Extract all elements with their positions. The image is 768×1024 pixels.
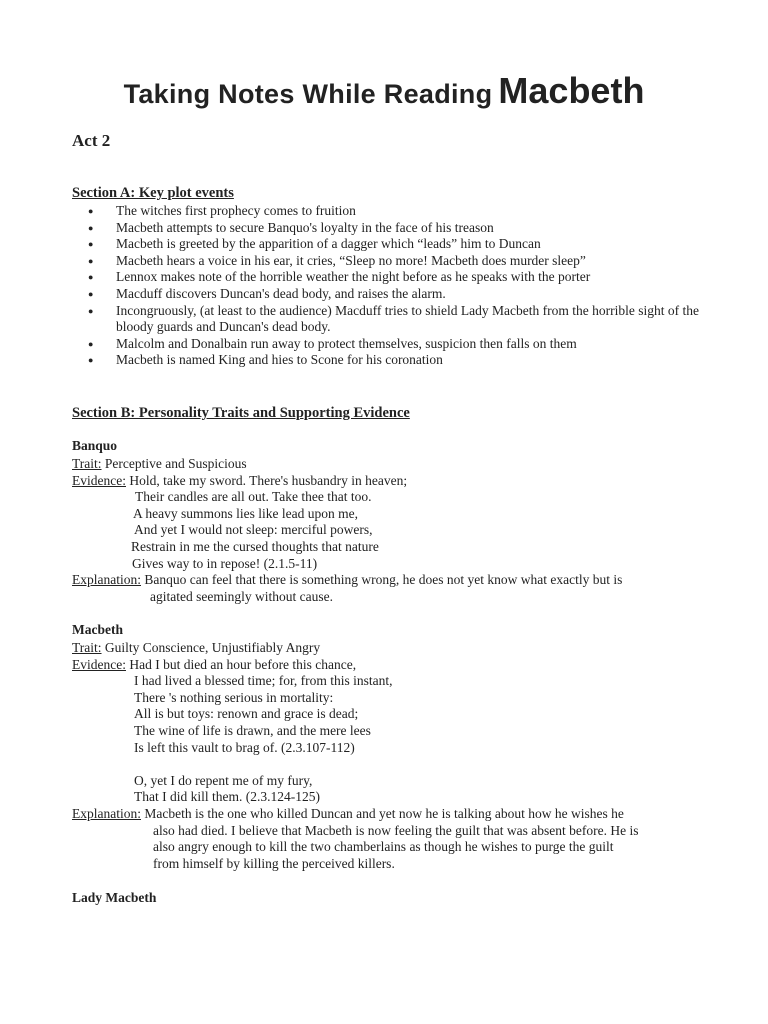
act-heading: Act 2 <box>72 131 111 150</box>
trait-line <box>72 456 712 473</box>
list-item: ● Incongruously, (at least to the audience) Macduff tries to shield Lady Macbeth from the horrible sight of the bloody guards and Duncan's dead body. <box>72 303 702 336</box>
explanation-text: also had died. I believe that Macbeth is now feeling the guilt that was absent before. He is <box>153 822 639 838</box>
list-item: ● Lennox makes note of the horrible weather the night before as he speaks with the porter <box>72 269 702 286</box>
evidence-quote-line: Restrain in me the cursed thoughts that nature <box>131 538 379 554</box>
trait-line <box>72 640 712 657</box>
evidence-quote-line: Had I but died an hour before this chance, <box>129 656 357 672</box>
trait-value: Guilty Conscience, Unjustifiably Angry <box>104 640 321 655</box>
list-item: ● Macbeth is named King and hies to Scone for his coronation <box>72 352 702 369</box>
list-item: ● Macduff discovers Duncan's dead body, and raises the alarm. <box>72 286 702 303</box>
trait-label: Trait: <box>72 456 102 471</box>
evidence-quote-line: There 's nothing serious in mortality: <box>134 689 334 705</box>
evidence-line <box>72 473 712 490</box>
evidence-quote-line: Gives way to in repose! (2.1.5-11) <box>132 555 318 571</box>
section-a-heading: Section A: Key plot events <box>72 185 234 201</box>
evidence-quote-line: I had lived a blessed time; for, from this instant, <box>134 673 393 689</box>
list-item: ● Malcolm and Donalbain run away to protect themselves, suspicion then falls on them <box>72 336 702 353</box>
evidence-quote-line: Is left this vault to brag of. (2.3.107-112) <box>134 739 355 755</box>
evidence-quote-line: And yet I would not sleep: merciful powers, <box>134 522 373 538</box>
evidence-quote-line: Their candles are all out. Take thee that too. <box>135 489 372 505</box>
evidence-quote-line: The wine of life is drawn, and the mere lees <box>134 722 371 738</box>
evidence-line <box>72 657 712 674</box>
macbeth-notes <box>72 640 712 872</box>
list-item: ● Macbeth attempts to secure Banquo's loyalty in the face of his treason <box>72 220 702 237</box>
section-b-heading: Section B: Personality Traits and Supporting Evidence <box>72 405 410 421</box>
explanation-text: Macbeth is the one who killed Duncan and yet now he is talking about how he wishes he <box>144 805 624 821</box>
evidence-quote-line: That I did kill them. (2.3.124-125) <box>134 789 320 805</box>
list-item: ● Macbeth hears a voice in his ear, it cries, “Sleep no more! Macbeth does murder sleep” <box>72 253 702 270</box>
explanation-text: also angry enough to kill the two chamberlains as though he wishes to purge the guilt <box>153 839 614 855</box>
explanation-text: from himself by killing the perceived killers. <box>153 855 395 871</box>
explanation-line <box>72 806 712 823</box>
explanation-text: agitated seemingly without cause. <box>150 588 333 604</box>
explanation-text: Banquo can feel that there is something wrong, he does not yet know what exactly but is <box>144 572 623 588</box>
trait-label: Trait: <box>72 640 102 655</box>
plot-events-list <box>72 203 702 369</box>
character-heading-banquo: Banquo <box>72 438 118 453</box>
evidence-quote-line: A heavy summons lies like lead upon me, <box>133 505 358 521</box>
explanation-line <box>72 572 712 589</box>
banquo-notes <box>72 456 712 605</box>
explanation-label: Explanation: <box>72 805 141 821</box>
title-text: Taking Notes While Reading <box>123 79 493 109</box>
evidence-label: Evidence: <box>72 472 126 488</box>
trait-value: Perceptive and Suspicious <box>104 456 247 471</box>
list-item: ● Macbeth is greeted by the apparition of a dagger which “leads” him to Duncan <box>72 236 702 253</box>
evidence-quote-line: Hold, take my sword. There's husbandry in heaven; <box>129 472 408 488</box>
title-play-name: Macbeth <box>498 70 645 111</box>
character-heading-lady-macbeth: Lady Macbeth <box>72 890 157 905</box>
character-heading-macbeth: Macbeth <box>72 622 123 637</box>
list-item: ● The witches first prophecy comes to fruition <box>72 203 702 220</box>
page-title <box>0 70 768 112</box>
evidence-quote-line: O, yet I do repent me of my fury, <box>134 772 313 788</box>
evidence-label: Evidence: <box>72 656 126 672</box>
evidence-quote-line: All is but toys: renown and grace is dead; <box>134 706 359 722</box>
explanation-label: Explanation: <box>72 572 141 588</box>
spacer <box>72 756 712 773</box>
